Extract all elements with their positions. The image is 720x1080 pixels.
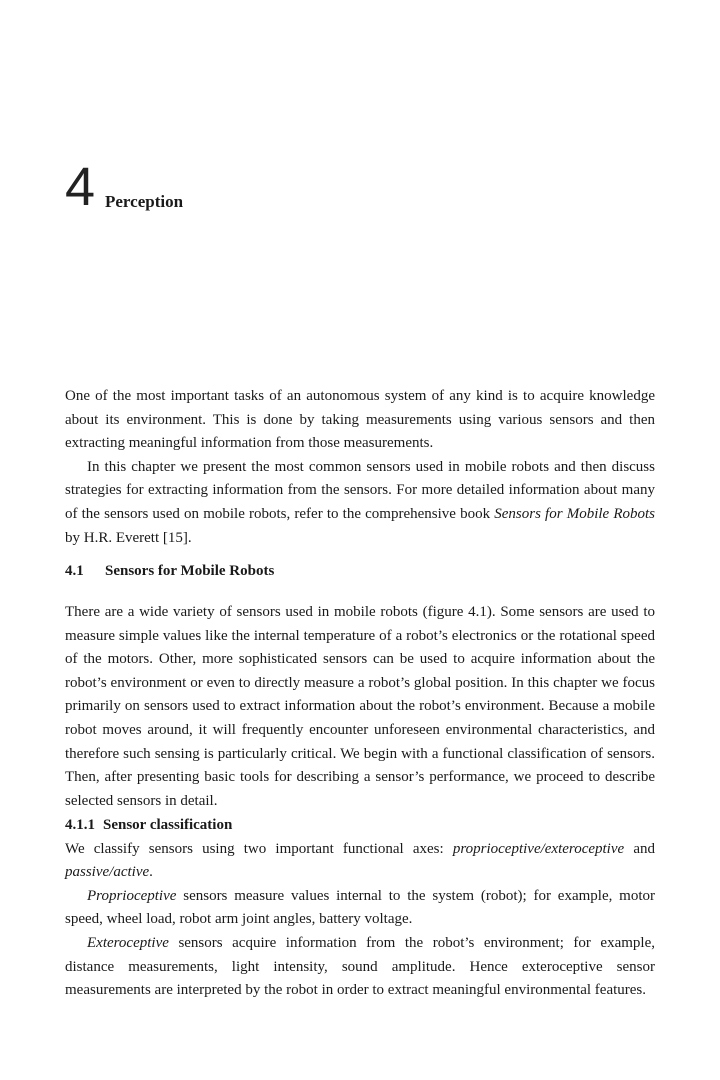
section-number: 4.1 <box>65 563 84 579</box>
chapter-number: 4 <box>65 157 96 217</box>
proprioceptive-paragraph <box>65 885 655 932</box>
section-4-1-paragraph: There are a wide variety of sensors used in mobile robots (figure 4.1). Some sensors are used to measure simple values like the internal temperature of a robot’s electronics or the rotational speed of the motors. Other, more sophisticated sensors can be used to acquire information about the robot’s environment or even to directly measure a robot’s global position. In this chapter we focus primarily on sensors used to extract information about the robot’s environment. Because a mobile robot moves around, it will frequently encounter unforeseen environmental characteristics, and therefore such sensing is particularly critical. We begin with a functional classification of sensors. Then, after presenting basic tools for describing a sensor’s performance, we proceed to describe selected sensors in detail. <box>65 604 655 809</box>
exteroceptive-text: sensors acquire information from the robot’s environment; for example, distance measurements, light intensity, sound amplitude. Hence exteroceptive sensor measurements are interpreted by the robot in order to extract meaningful environmental features. <box>65 934 655 999</box>
axis-passive-active: passive/active <box>65 864 150 881</box>
proprioceptive-text: sensors measure values internal to the system (robot); for example, motor speed, wheel load, robot arm joint angles, battery voltage. <box>65 887 655 928</box>
section-title: Sensors for Mobile Robots <box>105 563 275 579</box>
conjunction-text: and <box>624 840 655 857</box>
section-4-1-1 <box>65 814 655 1003</box>
book-title: Sensors for Mobile Robots <box>494 505 655 522</box>
intro-p2-citation: by H.R. Everett [15]. <box>65 529 192 546</box>
intro-paragraph-1: One of the most important tasks of an autonomous system of any kind is to acquire knowledge about its environment. This is done by taking measurements using various sensors and then extracting meaningful information from those measurements. <box>65 388 655 452</box>
intro-p2-text: In this chapter we present the most common sensors used in mobile robots and then discuss strategies for extracting information from the sensors. For more detailed information about many of the sensors used on mobile robots, refer to the comprehensive book <box>65 458 655 522</box>
chapter-title: Perception <box>105 192 184 211</box>
term-exteroceptive: Exteroceptive <box>87 934 169 951</box>
period-text: . <box>149 864 153 881</box>
axis-proprioceptive-exteroceptive: proprioceptive/exteroceptive <box>452 840 625 857</box>
subsection-number: 4.1.1 <box>65 817 95 833</box>
subsection-title: Sensor classification <box>103 817 233 833</box>
intro-paragraph-2 <box>65 456 655 550</box>
classification-paragraph <box>65 838 655 885</box>
classification-text: We classify sensors using two important functional axes: <box>65 840 453 857</box>
chapter-intro <box>65 385 655 550</box>
section-4-1-body <box>65 601 655 813</box>
term-proprioceptive: Proprioceptive <box>87 887 177 904</box>
exteroceptive-paragraph <box>65 932 655 1003</box>
section-4-1-heading <box>65 560 655 584</box>
subsection-heading <box>65 814 655 838</box>
